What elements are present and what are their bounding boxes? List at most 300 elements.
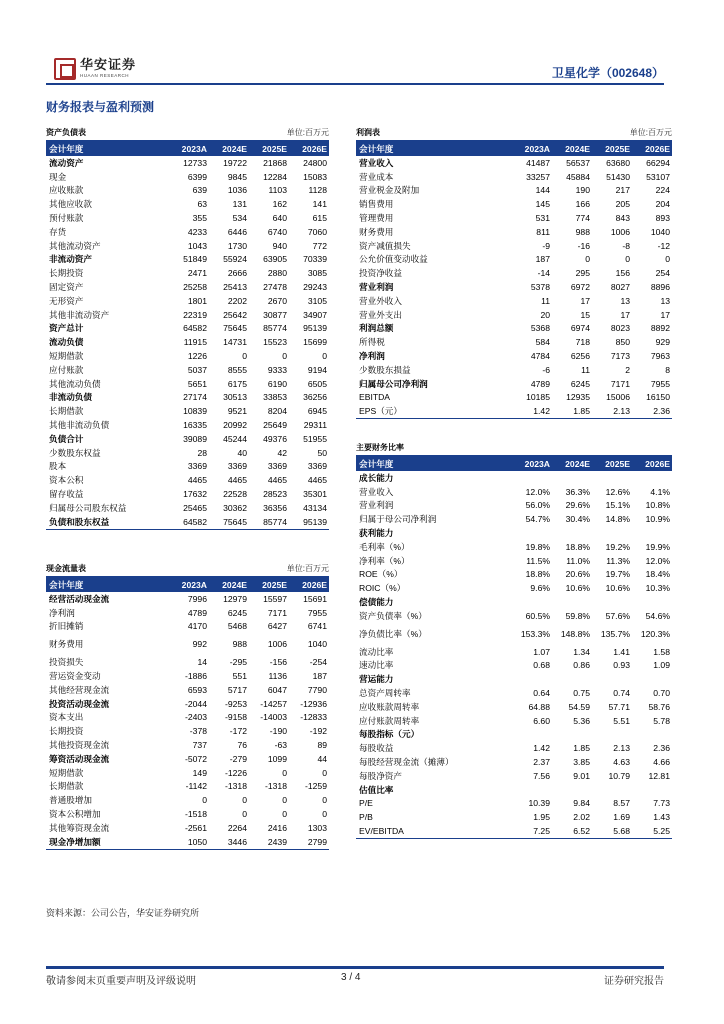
cell-value: 992: [192, 639, 207, 650]
column-header-year: 2024E: [222, 143, 247, 154]
row-label: 存货: [49, 226, 67, 237]
cell-value: 56537: [566, 157, 590, 168]
cell-value: 11.0%: [566, 555, 590, 566]
table-row: [356, 363, 672, 377]
table-row: [46, 807, 329, 821]
table-row: [46, 294, 329, 308]
cell-value: 1103: [268, 185, 287, 196]
column-header-label: 会计年度: [359, 458, 394, 469]
table-bottom-rule: [46, 849, 329, 850]
cell-value: 0: [282, 351, 287, 362]
cell-value: 43134: [303, 502, 327, 513]
cell-value: 224: [655, 185, 670, 196]
cell-value: 1099: [267, 753, 287, 764]
cell-value: 1.34: [573, 646, 590, 657]
table-row: [46, 697, 329, 711]
cell-value: 22528: [223, 489, 247, 500]
cell-value: 1040: [650, 226, 670, 237]
cell-value: 15: [580, 309, 590, 320]
row-label: 其他应收款: [49, 199, 92, 210]
cell-value: 615: [312, 213, 327, 224]
cell-value: 12.0%: [645, 555, 670, 566]
table-row: [46, 592, 329, 606]
row-label: 应付账款: [49, 364, 84, 375]
cell-value: 25642: [223, 309, 247, 320]
cell-value: -16: [577, 240, 590, 251]
cell-value: 66294: [646, 157, 670, 168]
table-row: [356, 810, 672, 824]
column-header-year: 2025E: [605, 143, 630, 154]
cell-value: 162: [272, 199, 287, 210]
column-header-label: 会计年度: [359, 143, 394, 154]
cell-value: 131: [232, 199, 247, 210]
cell-value: 0: [282, 809, 287, 820]
cell-value: 16335: [183, 420, 207, 431]
row-label: 总资产周转率: [359, 688, 411, 699]
cell-value: 8892: [650, 323, 670, 334]
cell-value: -9: [542, 240, 550, 251]
row-label: EBITDA: [359, 392, 391, 403]
cell-value: 1006: [610, 226, 630, 237]
cell-value: 36.3%: [565, 486, 590, 497]
cell-value: 4465: [307, 475, 327, 486]
cell-value: 3369: [187, 461, 207, 472]
cell-value: 7.56: [533, 770, 550, 781]
cell-value: 20: [540, 309, 550, 320]
cell-value: 7955: [307, 607, 327, 618]
row-label: 营运能力: [359, 674, 394, 685]
cell-value: 12979: [223, 593, 247, 604]
cell-value: 15.1%: [605, 500, 630, 511]
cell-value: 850: [615, 337, 630, 348]
cell-value: 6245: [227, 607, 247, 618]
table-row: [46, 669, 329, 683]
footer-divider: [46, 966, 664, 969]
row-label: 流动资产: [49, 157, 84, 168]
column-header-year: 2026E: [302, 143, 327, 154]
table-row: [46, 711, 329, 725]
row-label: 资产负债率（%）: [359, 610, 427, 621]
table-row: [46, 377, 329, 391]
row-label: 管理费用: [359, 213, 394, 224]
table-row: [356, 322, 672, 336]
row-label: 估值比率: [359, 784, 394, 795]
table-row: [356, 499, 672, 513]
cell-value: 5.78: [653, 715, 670, 726]
table-title: 资产负债表: [46, 127, 86, 137]
cell-value: 10.3%: [645, 583, 670, 594]
cell-value: 1226: [187, 351, 207, 362]
table-row: [46, 655, 329, 669]
cell-value: -192: [309, 726, 327, 737]
table-row: [356, 769, 672, 783]
table-bottom-rule: [46, 529, 329, 530]
cell-value: 4.66: [653, 757, 670, 768]
cell-value: -2403: [185, 712, 207, 723]
column-header-year: 2025E: [262, 143, 287, 154]
row-label: 其他非流动资产: [49, 309, 110, 320]
cell-value: 6593: [187, 684, 207, 695]
cell-value: 940: [272, 240, 287, 251]
column-header-year: 2026E: [645, 143, 670, 154]
cell-value: 2.02: [573, 812, 590, 823]
cell-value: 148.8%: [560, 628, 590, 639]
cell-value: 10.39: [528, 798, 550, 809]
table-row: [356, 797, 672, 811]
cell-value: 737: [192, 740, 207, 751]
cell-value: 15083: [303, 171, 327, 182]
cell-value: -2561: [185, 822, 207, 833]
row-label: 其他流动负债: [49, 378, 101, 389]
cell-value: 929: [655, 337, 670, 348]
cell-value: 30.4%: [565, 514, 590, 525]
report-type: 证券研究报告: [604, 976, 664, 987]
column-header-year: 2024E: [222, 579, 247, 590]
row-label: 财务费用: [49, 639, 84, 650]
cell-value: 145: [535, 199, 550, 210]
cell-value: 54.6%: [645, 610, 670, 621]
cell-value: 3369: [227, 461, 247, 472]
cell-value: 24800: [303, 157, 327, 168]
cell-value: 45244: [223, 433, 247, 444]
cell-value: 893: [655, 213, 670, 224]
cell-value: 2416: [267, 822, 287, 833]
cell-value: 4.1%: [650, 486, 670, 497]
table-row: [356, 623, 672, 645]
cell-value: 76: [237, 740, 247, 751]
table-row: [46, 322, 329, 336]
column-header-year: 2024E: [565, 143, 590, 154]
table-row: [46, 211, 329, 225]
table-header-row: [356, 141, 672, 156]
cell-value: 3446: [227, 836, 247, 847]
cell-value: 10839: [183, 406, 207, 417]
cell-value: 639: [192, 185, 207, 196]
cell-value: 33853: [263, 392, 287, 403]
cell-value: 10.6%: [605, 583, 630, 594]
cell-value: 2: [625, 364, 630, 375]
cell-value: 2202: [227, 295, 247, 306]
cell-value: -156: [269, 657, 287, 668]
row-label: 销售费用: [359, 199, 394, 210]
row-label: 短期借款: [49, 767, 84, 778]
cell-value: 40: [237, 447, 247, 458]
cell-value: 15597: [263, 593, 287, 604]
row-label: P/B: [359, 812, 373, 823]
cell-value: 27478: [263, 282, 287, 293]
cell-value: 89: [317, 740, 327, 751]
cell-value: 29.6%: [565, 500, 590, 511]
cell-value: 12.0%: [525, 486, 550, 497]
cell-value: 63680: [606, 157, 630, 168]
row-label: 现金: [49, 171, 67, 182]
cell-value: 64582: [183, 323, 207, 334]
row-label: EPS（元）: [359, 406, 402, 417]
cell-value: 1730: [227, 240, 247, 251]
row-label: EV/EBITDA: [359, 826, 404, 837]
financial-ratios-table: [356, 439, 672, 839]
cell-value: 3369: [267, 461, 287, 472]
cell-value: 2264: [227, 822, 247, 833]
cell-value: 2666: [227, 268, 247, 279]
column-header-label: 会计年度: [49, 143, 84, 154]
cell-value: 8555: [227, 364, 247, 375]
cell-value: 85774: [263, 323, 287, 334]
cell-value: 11915: [183, 337, 207, 348]
cell-value: -5072: [185, 753, 207, 764]
row-label: 长期投资: [49, 726, 84, 737]
column-header-year: 2023A: [524, 458, 550, 469]
cell-value: -14: [537, 268, 550, 279]
cash-flow-table: [46, 560, 329, 850]
table-row: [356, 253, 672, 267]
table-row: [356, 686, 672, 700]
cell-value: 0: [282, 767, 287, 778]
cell-value: 55924: [223, 254, 247, 265]
row-label: 流动负债: [49, 337, 84, 348]
cell-value: 0: [585, 254, 590, 265]
table-row: [46, 156, 329, 170]
row-label: 速动比率: [359, 660, 394, 671]
table-row: [356, 645, 672, 659]
cell-value: -12: [657, 240, 670, 251]
cell-value: 42: [277, 447, 287, 458]
row-label: 长期投资: [49, 268, 84, 279]
income-statement-table: [356, 124, 672, 419]
table-row: [46, 766, 329, 780]
cell-value: 70339: [303, 254, 327, 265]
cell-value: 63: [197, 199, 207, 210]
cell-value: 14.8%: [605, 514, 630, 525]
table-row: [46, 280, 329, 294]
cell-value: 0: [322, 351, 327, 362]
cell-value: 843: [615, 213, 630, 224]
cell-value: 15699: [303, 337, 327, 348]
cell-value: 0.68: [533, 660, 550, 671]
cell-value: 13: [660, 295, 670, 306]
table-row: [356, 197, 672, 211]
cell-value: 4784: [530, 351, 550, 362]
row-label: 预付账款: [49, 213, 84, 224]
table-row: [46, 446, 329, 460]
row-label: 固定资产: [49, 282, 84, 293]
table-row: [46, 473, 329, 487]
table-row: [356, 540, 672, 554]
cell-value: 8: [665, 364, 670, 375]
cell-value: 25649: [263, 420, 287, 431]
row-label: 营业利润: [359, 282, 394, 293]
cell-value: 584: [535, 337, 550, 348]
page-header: [46, 58, 664, 84]
table-row: [46, 835, 329, 849]
cell-value: 18.4%: [645, 569, 670, 580]
cell-value: 1136: [268, 671, 287, 682]
cell-value: 0: [282, 795, 287, 806]
cell-value: 6190: [267, 378, 287, 389]
cell-value: 1.42: [533, 743, 550, 754]
row-label: 营业外收入: [359, 295, 402, 306]
cell-value: 1050: [187, 836, 207, 847]
cell-value: 187: [535, 254, 550, 265]
cell-value: 0: [322, 795, 327, 806]
cell-value: 1006: [267, 639, 287, 650]
disclaimer-link: 敬请参阅末页重要声明及评级说明: [46, 976, 196, 987]
cell-value: 2799: [307, 836, 327, 847]
cell-value: 5.25: [653, 826, 670, 837]
cell-value: 9.01: [573, 770, 590, 781]
section-title: 财务报表与盈利预测: [46, 100, 155, 114]
table-row: [46, 780, 329, 794]
row-label: 营业收入: [359, 486, 394, 497]
company-logo: [54, 58, 136, 80]
cell-value: 19.7%: [605, 569, 630, 580]
cell-value: 204: [655, 199, 670, 210]
table-title: 主要财务比率: [356, 442, 404, 452]
cell-value: 9845: [227, 171, 247, 182]
cell-value: 6740: [267, 226, 287, 237]
cell-value: 5378: [530, 282, 550, 293]
cell-value: 25413: [223, 282, 247, 293]
row-label: 应收账款: [49, 185, 84, 196]
cell-value: 19.8%: [525, 541, 550, 552]
cell-value: 15523: [263, 337, 287, 348]
row-label: 普通股增加: [49, 795, 92, 806]
table-row: [356, 755, 672, 769]
column-header-label: 会计年度: [49, 579, 84, 590]
cell-value: 2439: [267, 836, 287, 847]
cell-value: -1318: [225, 781, 247, 792]
cell-value: 30513: [223, 392, 247, 403]
cell-value: 63905: [263, 254, 287, 265]
cell-value: -190: [269, 726, 287, 737]
cell-value: 718: [575, 337, 590, 348]
table-row: [356, 280, 672, 294]
cell-value: 144: [535, 185, 550, 196]
cell-value: 10.8%: [645, 500, 670, 511]
cell-value: 774: [575, 213, 590, 224]
cell-value: 1128: [308, 185, 327, 196]
cell-value: 0: [242, 795, 247, 806]
cell-value: 12733: [183, 157, 207, 168]
cell-value: 64.88: [528, 701, 550, 712]
table-row: [46, 724, 329, 738]
cell-value: 50: [317, 447, 327, 458]
cell-value: -1318: [265, 781, 287, 792]
cell-value: 1.41: [613, 646, 630, 657]
table-unit: 单位:百万元: [629, 127, 672, 137]
table-row: [356, 377, 672, 391]
cell-value: 5.68: [613, 826, 630, 837]
cell-value: 5.51: [613, 715, 630, 726]
cell-value: 135.7%: [600, 628, 630, 639]
table-row: [356, 581, 672, 595]
logo-subtext: HUAAN RESEARCH: [80, 73, 130, 79]
cell-value: 4789: [530, 378, 550, 389]
cell-value: 0.74: [613, 688, 630, 699]
cell-value: 10.79: [608, 770, 630, 781]
table-row: [356, 609, 672, 623]
cell-value: 6.60: [533, 715, 550, 726]
cell-value: 2471: [187, 268, 207, 279]
cell-value: 3105: [307, 295, 327, 306]
cell-value: 8204: [267, 406, 287, 417]
row-label: 筹资活动现金流: [49, 753, 110, 764]
cell-value: 19722: [223, 157, 247, 168]
row-label: 公允价值变动收益: [359, 254, 428, 265]
cell-value: 1.95: [533, 812, 550, 823]
cell-value: 355: [192, 213, 207, 224]
table-bottom-rule: [356, 838, 672, 839]
cell-value: 2.36: [653, 743, 670, 754]
table-row: [46, 225, 329, 239]
row-label: 资本公积增加: [49, 809, 101, 820]
table-row: [46, 821, 329, 835]
cell-value: -14257: [260, 698, 287, 709]
cell-value: 45884: [566, 171, 590, 182]
cell-value: -8: [622, 240, 630, 251]
table-bottom-rule: [356, 418, 672, 419]
cell-value: 7955: [650, 378, 670, 389]
cell-value: 29243: [303, 282, 327, 293]
row-label: 少数股东损益: [359, 364, 411, 375]
cell-value: 166: [575, 199, 590, 210]
row-label: 其他筹资现金流: [49, 822, 110, 833]
cell-value: 3085: [307, 268, 327, 279]
table-row: [356, 554, 672, 568]
cell-value: -9158: [225, 712, 247, 723]
cell-value: -12833: [300, 712, 327, 723]
table-unit: 单位:百万元: [286, 127, 329, 137]
cell-value: 5037: [187, 364, 207, 375]
row-label: 所得税: [359, 337, 385, 348]
source-note: 资料来源：公司公告，华安证券研究所: [46, 908, 200, 918]
table-header-row: [46, 577, 329, 592]
cell-value: 7060: [307, 226, 327, 237]
cell-value: 7.25: [533, 826, 550, 837]
row-label: 股本: [49, 461, 67, 472]
table-row: [356, 485, 672, 499]
cell-value: 1043: [187, 240, 207, 251]
cell-value: 12284: [263, 171, 287, 182]
table-row: [356, 184, 672, 198]
row-label: 非流动负债: [49, 392, 92, 403]
row-label: 归属母公司净利润: [359, 378, 428, 389]
cell-value: 2.13: [613, 406, 630, 417]
table-row: [356, 526, 672, 540]
table-row: [46, 793, 329, 807]
cell-value: 75645: [223, 516, 247, 527]
table-row: [356, 239, 672, 253]
table-row: [46, 606, 329, 620]
table-row: [356, 595, 672, 609]
cell-value: 8027: [610, 282, 630, 293]
cell-value: 21868: [263, 157, 287, 168]
cell-value: 0: [625, 254, 630, 265]
row-label: 长期借款: [49, 781, 84, 792]
cell-value: 28: [197, 447, 207, 458]
row-label: 折旧摊销: [49, 621, 84, 632]
table-row: [46, 683, 329, 697]
cell-value: 7963: [650, 351, 670, 362]
cell-value: 57.6%: [605, 610, 630, 621]
cell-value: -14003: [260, 712, 287, 723]
cell-value: 6245: [570, 378, 590, 389]
table-row: [46, 184, 329, 198]
table-row: [356, 225, 672, 239]
cell-value: 2.37: [533, 757, 550, 768]
column-header-year: 2025E: [262, 579, 287, 590]
cell-value: -1142: [185, 781, 207, 792]
